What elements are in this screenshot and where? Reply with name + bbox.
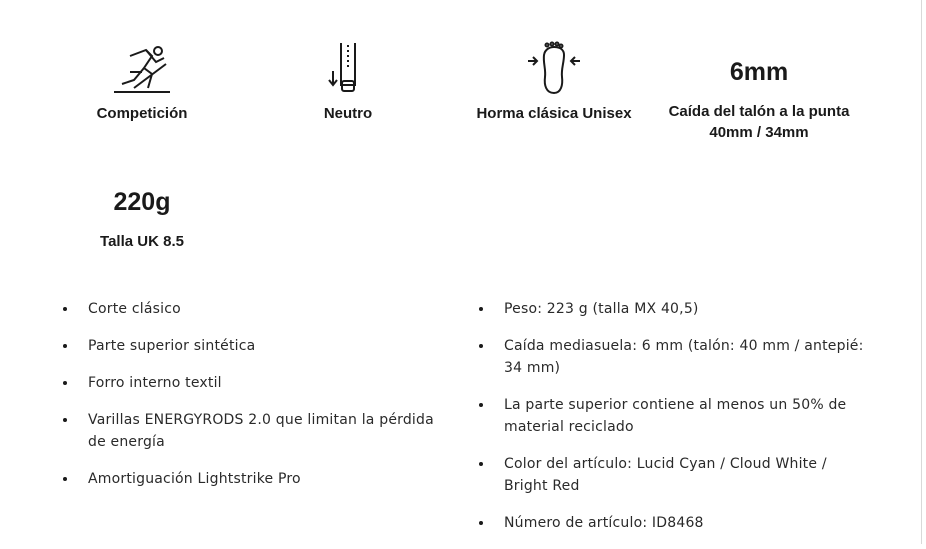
feature-neutral — [238, 40, 458, 124]
list-item: Caída mediasuela: 6 mm (talón: 40 mm / antepié: 34 mm) — [477, 335, 867, 379]
feature-competition-label: Competición — [96, 105, 188, 122]
list-item: Corte clásico — [61, 298, 441, 320]
weight-label: Talla UK 8.5 — [100, 233, 184, 250]
specs-list-left — [61, 298, 441, 505]
feature-competition — [32, 40, 252, 124]
list-item: Forro interno textil — [61, 372, 441, 394]
list-item: Peso: 223 g (talla MX 40,5) — [477, 298, 867, 320]
list-item: Varillas ENERGYRODS 2.0 que limitan la pérdida de energía — [61, 409, 441, 453]
right-divider — [921, 0, 922, 544]
feature-drop — [649, 57, 869, 143]
feature-fit — [444, 40, 664, 124]
list-item: Parte superior sintética — [61, 335, 441, 357]
feature-fit-label: Horma clásica Unisex — [476, 105, 632, 122]
drop-value: 6mm — [729, 58, 789, 86]
specs-list-right — [477, 298, 867, 549]
list-item: Color del artículo: Lucid Cyan / Cloud White / Bright Red — [477, 453, 867, 497]
weight-value: 220g — [113, 188, 171, 216]
list-item: La parte superior contiene al menos un 50% de material reciclado — [477, 394, 867, 438]
neutral-support-icon — [238, 40, 458, 98]
drop-sub: 40mm / 34mm — [709, 124, 809, 141]
foot-fit-icon — [444, 40, 664, 98]
feature-neutral-label: Neutro — [323, 105, 373, 122]
runner-icon — [32, 40, 252, 98]
feature-weight — [32, 187, 252, 252]
drop-label: Caída del talón a la punta — [668, 103, 850, 120]
list-item: Amortiguación Lightstrike Pro — [61, 468, 441, 490]
list-item: Número de artículo: ID8468 — [477, 512, 867, 534]
